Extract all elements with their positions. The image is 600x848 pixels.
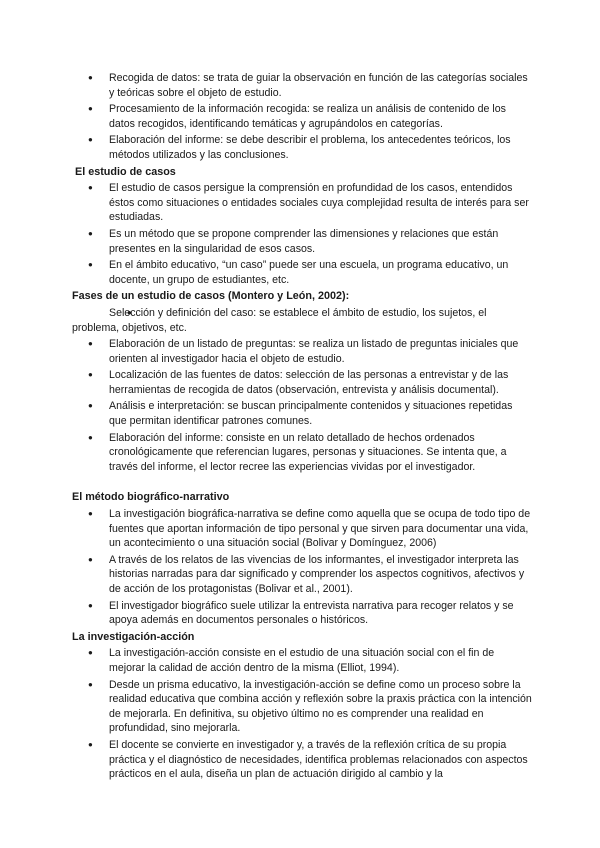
heading-estudio-casos: El estudio de casos — [75, 165, 176, 178]
document-content — [72, 71, 532, 784]
list-item: ● La investigación biográfica-narrativa se define como aquella que se ocupa de todo tipo de fuentes que aportan información de tipo personal y que sirven para documentar una vida, un acontecimiento o una situación social (Bolivar y Domínguez, 2006) — [72, 507, 532, 551]
list-item: ● En el ámbito educativo, “un caso” puede ser una escuela, un programa educativo, un docente, un grupo de estudiantes, etc. — [72, 258, 532, 287]
list-item: ● La investigación-acción consiste en el estudio de una situación social con el fin de mejorar la calidad de acción dentro de la misma (Elliot, 1994). — [72, 646, 532, 675]
list-item: ● El investigador biográfico suele utilizar la entrevista narrativa para recoger relatos y se apoya además en documentos personales o históricos. — [72, 599, 532, 628]
list-item: ● Análisis e interpretación: se buscan principalmente contenidos y situaciones repetidas que permitan identificar patrones comunes. — [72, 399, 532, 428]
list-item: ● A través de los relatos de las vivencias de los informantes, el investigador interpreta las historias narradas para dar significado y comprender los aspectos cognitivos, afectivos y de acción de los protagonistas (Bolivar et al., 2001). — [72, 553, 532, 597]
list-item: ● Es un método que se propone comprender las dimensiones y relaciones que están presentes en la singularidad de esos casos. — [72, 227, 532, 256]
list-item: ● Recogida de datos: se trata de guiar la observación en función de las categorías sociales y teóricas sobre el objeto de estudio. — [72, 71, 532, 100]
fases-list — [72, 306, 532, 475]
list-item: ● Desde un prisma educativo, la investigación-acción se define como un proceso sobre la realidad educativa que combina acción y reflexión sobre la praxis práctica con la intención de mejorarla. En definitiva, su objetivo último no es comprender una realidad en profundidad, sino mejorarla. — [72, 678, 532, 736]
data-collection-list — [72, 71, 532, 163]
heading-fases: Fases de un estudio de casos (Montero y León, 2002): — [72, 290, 350, 303]
list-item: ● Procesamiento de la información recogida: se realiza un análisis de contenido de los datos recogidos, identificando temáticas y agrupándolos en categorías. — [72, 102, 532, 131]
list-item: ● Elaboración del informe: consiste en un relato detallado de hechos ordenados cronológicamente que referencian lugares, personas y situaciones. Se intenta que, a través del informe, el lector recree las experiencias vividas por el investigador. — [72, 431, 532, 475]
list-item: ● Localización de las fuentes de datos: selección de las personas a entrevistar y de las herramientas de recogida de datos (observación, entrevista y análisis documental). — [72, 368, 532, 397]
investigacion-accion-list — [72, 646, 532, 781]
list-item: ● El docente se convierte en investigador y, a través de la reflexión crítica de su propia práctica y el diagnóstico de necesidades, identifica problemas relacionados con aspectos prácticos en el aula, diseña un plan de actuación dirigido al cambio y la — [72, 738, 532, 782]
list-item: ● El estudio de casos persigue la comprensión en profundidad de los casos, entendidos éstos como situaciones o entidades sociales cuya complejidad resulta de interés para ser estudiadas. — [72, 181, 532, 225]
spacer — [72, 476, 532, 490]
estudio-casos-list — [72, 181, 532, 287]
list-item: ● Elaboración del informe: se debe describir el problema, los antecedentes teóricos, los métodos utilizados y las conclusiones. — [72, 133, 532, 162]
list-item: ● Selección y definición del caso: se establece el ámbito de estudio, los sujetos, el problema, objetivos, etc. — [72, 306, 532, 335]
heading-investigacion-accion: La investigación-acción — [72, 630, 195, 643]
heading-biografico: El método biográfico-narrativo — [72, 491, 230, 504]
list-item: ● Elaboración de un listado de preguntas: se realiza un listado de preguntas iniciales que orienten al investigador hacia el objeto de estudio. — [72, 337, 532, 366]
biografico-list — [72, 507, 532, 628]
